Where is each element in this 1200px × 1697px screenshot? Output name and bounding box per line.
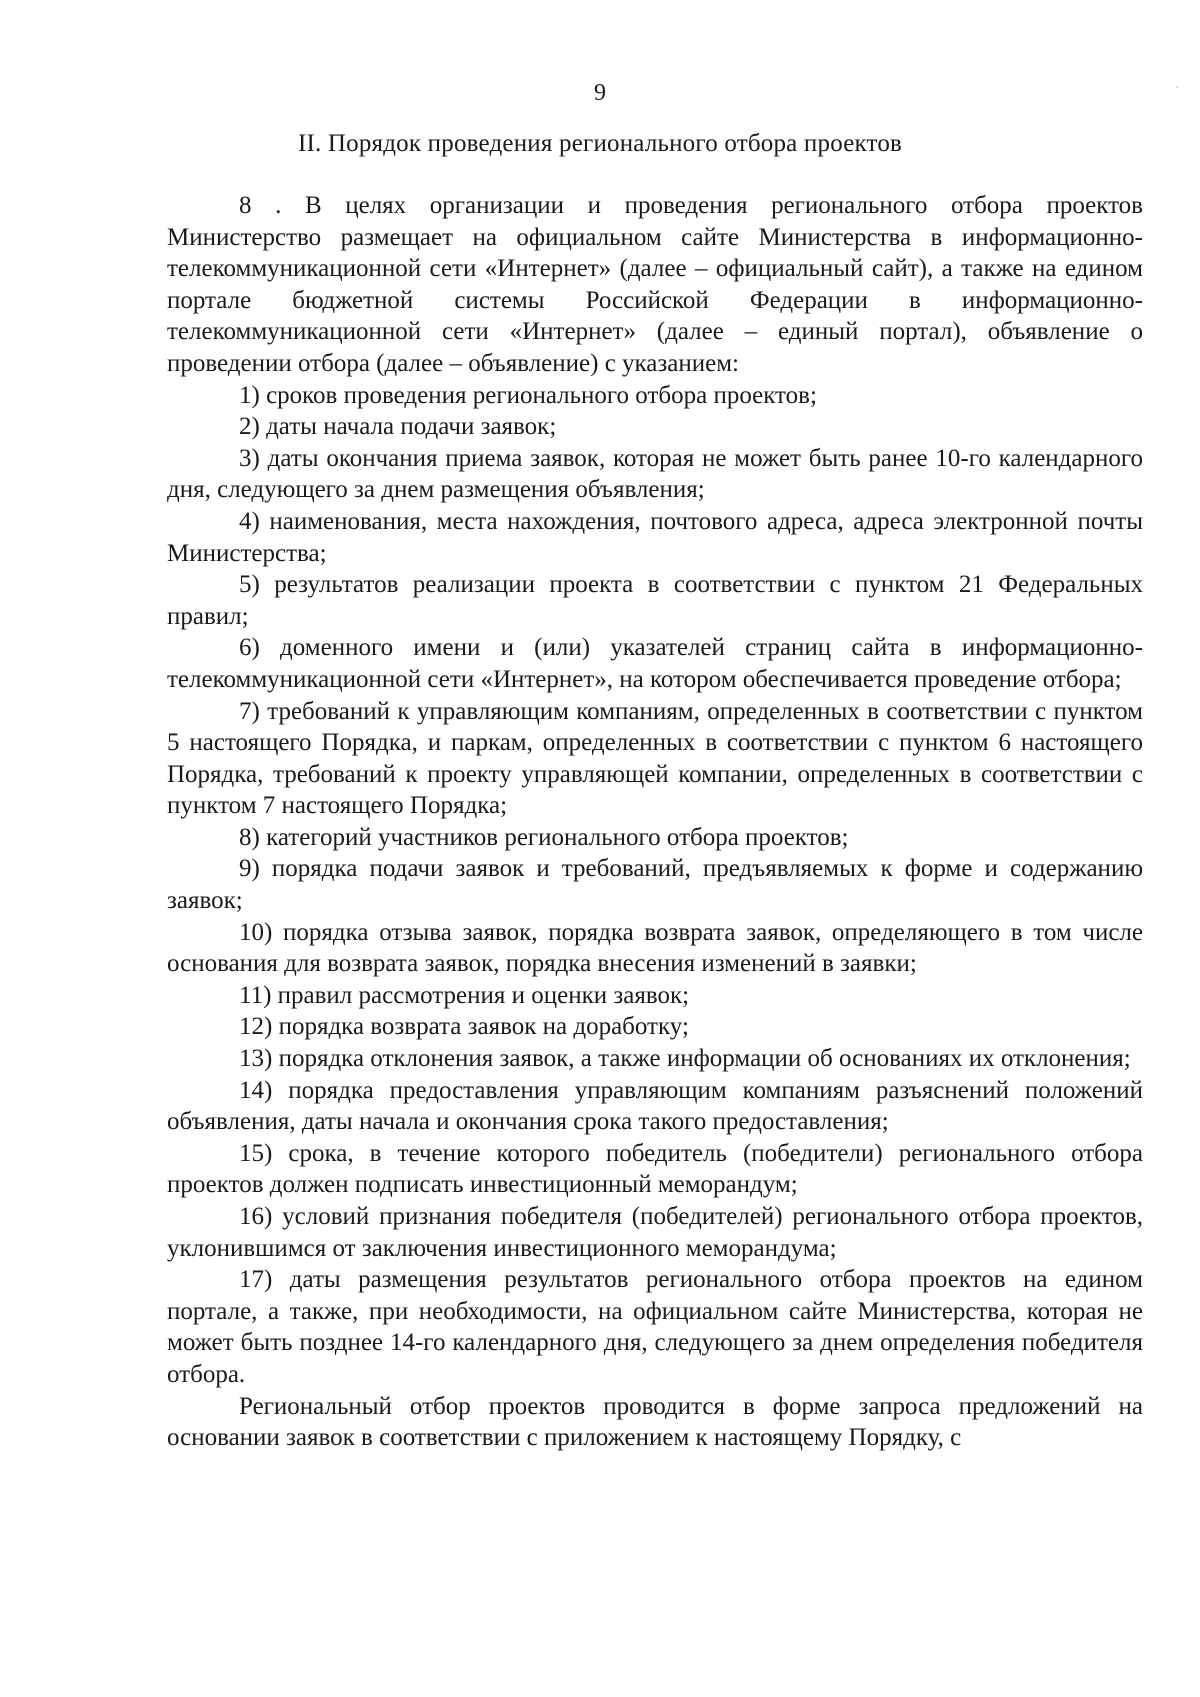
list-item-13: 13) порядка отклонения заявок, а также информации об основаниях их отклонения;: [239, 1045, 1131, 1073]
list-item-1: 1) сроков проведения регионального отбора проектов;: [239, 381, 817, 409]
page-number: 9: [594, 80, 606, 106]
list-item-7: 7) требований к управляющим компаниям, определенных в соответствии с пунктом 5 настоящего Порядка, и паркам, определенных в соответствии с пунктом 6 настоящего Порядка, требований к проекту управляющей компании, определенных в соответствии с пунктом 7 настоящего Порядка;: [167, 697, 1143, 820]
list-item-17: 17) даты размещения результатов регионального отбора проектов на едином портале, а также, при необходимости, на официальном сайте Министерства, которая не может быть позднее 14-го календарного дня, следующего за днем определения победителя отбора.: [167, 1266, 1143, 1388]
list-item-14: 14) порядка предоставления управляющим компаниям разъяснений положений объявления, даты начала и окончания срока такого предоставления;: [167, 1076, 1143, 1136]
list-item-6: 6) доменного имени и (или) указателей страниц сайта в информационно-телекоммуникационной сети «Интернет», на котором обеспечивается проведение отбора;: [167, 634, 1143, 693]
list-item-11: 11) правил рассмотрения и оценки заявок;: [239, 981, 690, 1009]
list-item-16: 16) условий признания победителя (победителей) регионального отбора проектов, уклонившимся от заключения инвестиционного меморандума;: [167, 1203, 1143, 1262]
section-title: II. Порядок проведения регионального отбора проектов: [297, 130, 903, 157]
list-item-9: 9) порядка подачи заявок и требований, предъявляемых к форме и содержанию заявок;: [167, 855, 1143, 915]
document-body: [167, 190, 1143, 1454]
list-item-3: 3) даты окончания приема заявок, которая не может быть ранее 10-го календарного дня, следующего за днем размещения объявления;: [167, 444, 1143, 504]
list-item-4: 4) наименования, места нахождения, почтового адреса, адреса электронной почты Министерства;: [167, 507, 1143, 567]
list-item-12: 12) порядка возврата заявок на доработку;: [239, 1013, 689, 1041]
list-item-15: 15) срока, в течение которого победитель (победители) регионального отбора проектов должен подписать инвестиционный меморандум;: [167, 1139, 1143, 1199]
list-item-8: 8) категорий участников регионального отбора проектов;: [239, 823, 849, 851]
list-item-5: 5) результатов реализации проекта в соответствии с пунктом 21 Федеральных правил;: [167, 571, 1143, 630]
paragraph-8-intro: 8 . В целях организации и проведения регионального отбора проектов Министерство размещает на официальном сайте Министерства в информационно-телекоммуникационной сети «Интернет» (далее – официальный сайт), а также на едином портале бюджетной системы Российской Федерации в информационно-телекоммуникационной сети «Интернет» (далее – единый портал), объявление о проведении отбора (далее – объявление) с указанием:: [167, 192, 1143, 377]
closing-paragraph: Региональный отбор проектов проводится в форме запроса предложений на основании заявок в соответствии с приложением к настоящему Порядку, с: [167, 1392, 1143, 1452]
list-item-10: 10) порядка отзыва заявок, порядка возврата заявок, определяющего в том числе основания для возврата заявок, порядка внесения изменений в заявки;: [167, 918, 1143, 978]
list-item-2: 2) даты начала подачи заявок;: [239, 413, 557, 441]
